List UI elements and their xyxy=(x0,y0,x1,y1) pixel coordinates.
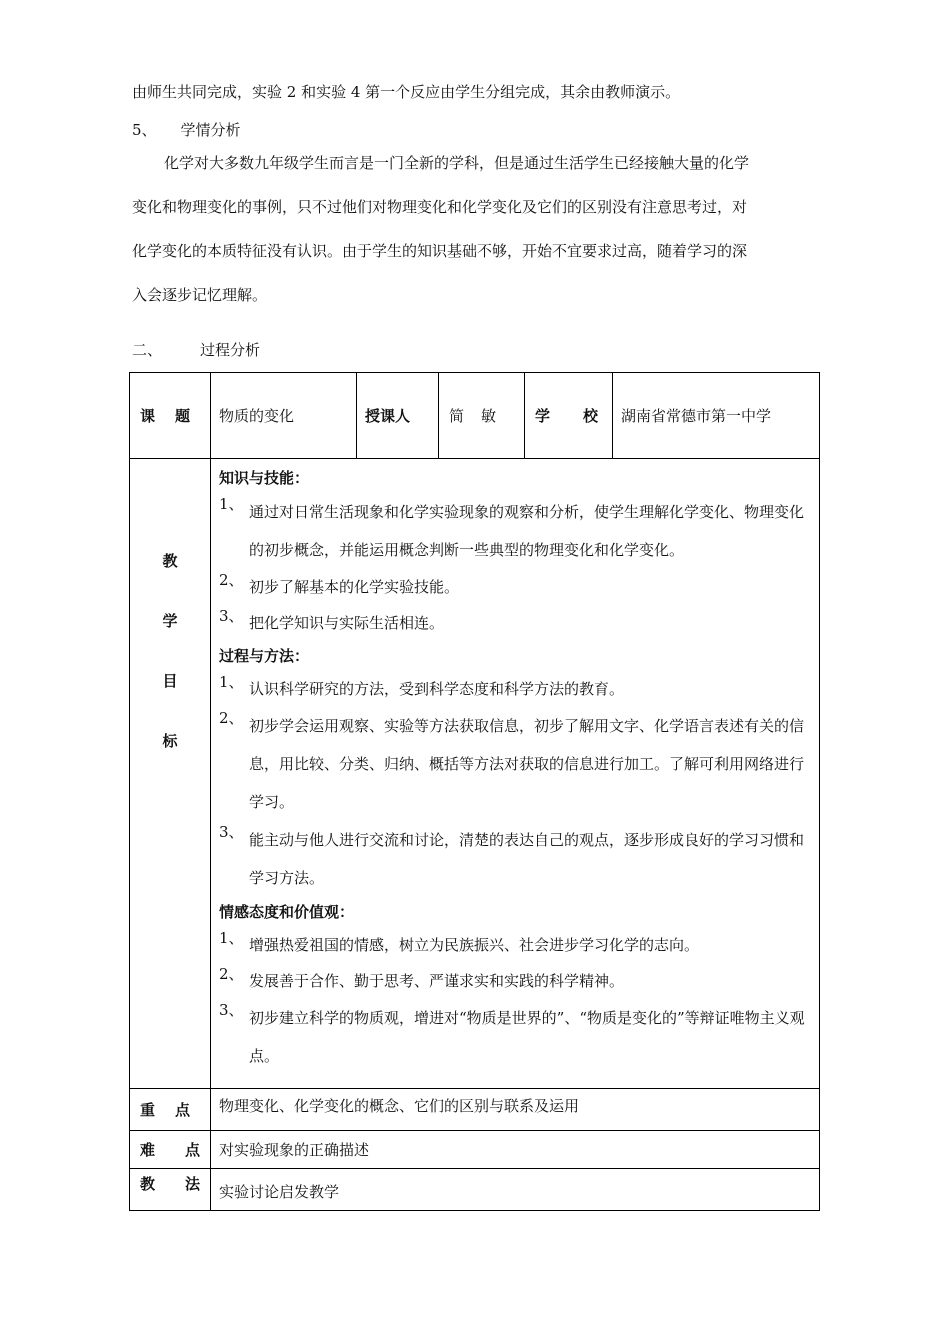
label-school: 学 校 xyxy=(525,373,613,459)
table-row-key-point xyxy=(130,1089,820,1131)
table-row-difficulty xyxy=(130,1131,820,1169)
goal-item: 1、 认识科学研究的方法，受到科学态度和科学方法的教育。 xyxy=(219,673,625,698)
goal-item: 2、 初步了解基本的化学实验技能。 xyxy=(219,571,460,596)
goal-item: 3、 把化学知识与实际生活相连。 xyxy=(219,607,445,632)
section-5-title: 学情分析 xyxy=(180,121,241,139)
table-row-goals xyxy=(130,459,820,1089)
goal-item: 3、 初步建立科学的物质观，增进对“物质是世界的”、“物质是变化的”等辩证唯物主义观点。 xyxy=(219,1001,805,1065)
paragraph-line: 入会逐步记忆理解。 xyxy=(132,286,268,304)
goal-item: 1、 增强热爱祖国的情感，树立为民族振兴、社会进步学习化学的志向。 xyxy=(219,929,700,954)
goal-item: 1、 通过对日常生活现象和化学实验现象的观察和分析，使学生理解化学变化、物理变化的初步概念，并能运用概念判断一些典型的物理变化和化学变化。 xyxy=(219,495,805,559)
section-2-heading xyxy=(132,336,260,364)
paragraph-line: 变化和物理变化的事例，只不过他们对物理变化和化学变化及它们的区别没有注意思考过，对 xyxy=(132,198,748,216)
method-value: 实验讨论启发教学 xyxy=(211,1169,820,1211)
label-difficulty: 难 点 xyxy=(130,1131,211,1169)
school-value: 湖南省常德市第一中学 xyxy=(613,373,820,459)
teacher-value: 简 敏 xyxy=(439,373,525,459)
goals-knowledge-heading: 知识与技能： xyxy=(219,469,310,487)
table-row-header xyxy=(130,373,820,459)
goal-item: 3、 能主动与他人进行交流和讨论，清楚的表达自己的观点，逐步形成良好的学习习惯和学习方法。 xyxy=(219,823,805,887)
label-teacher: 授课人 xyxy=(357,373,439,459)
section-5-number: 5、 xyxy=(132,121,157,139)
section-5-paragraph xyxy=(132,141,822,317)
lesson-plan-table xyxy=(129,372,820,1211)
topic-value: 物质的变化 xyxy=(211,373,357,459)
table-row-method xyxy=(130,1169,820,1211)
difficulty-value: 对实验现象的正确描述 xyxy=(211,1131,820,1169)
section-2-number: 二、 xyxy=(132,341,163,359)
key-point-value: 物理变化、化学变化的概念、它们的区别与联系及运用 xyxy=(211,1089,820,1131)
goals-process-heading: 过程与方法： xyxy=(219,647,310,665)
paragraph-line: 化学变化的本质特征没有认识。由于学生的知识基础不够，开始不宜要求过高，随着学习的深 xyxy=(132,242,748,260)
label-method: 教 法 xyxy=(130,1169,211,1211)
goals-emotion-heading: 情感态度和价值观： xyxy=(219,903,355,921)
teaching-goals-content xyxy=(211,459,820,1089)
goal-item: 2、 初步学会运用观察、实验等方法获取信息，初步了解用文字、化学语言表述有关的信息，用比较、分类、归纳、概括等方法对获取的信息进行加工。了解可利用网络进行学习。 xyxy=(219,709,805,811)
goal-item: 2、 发展善于合作、勤于思考、严谨求实和实践的科学精神。 xyxy=(219,965,625,990)
section-2-title: 过程分析 xyxy=(200,341,261,359)
section-5-heading xyxy=(132,116,241,144)
label-topic: 课 题 xyxy=(130,373,211,459)
paragraph-line: 化学对大多数九年级学生而言是一门全新的学科，但是通过生活学生已经接触大量的化学 xyxy=(164,154,750,172)
label-key-point: 重 点 xyxy=(130,1089,211,1131)
intro-line: 由师生共同完成，实验 2 和实验 4 第一个反应由学生分组完成，其余由教师演示。 xyxy=(132,83,681,101)
label-teaching-goals: 教 学 目 标 xyxy=(130,459,211,1089)
